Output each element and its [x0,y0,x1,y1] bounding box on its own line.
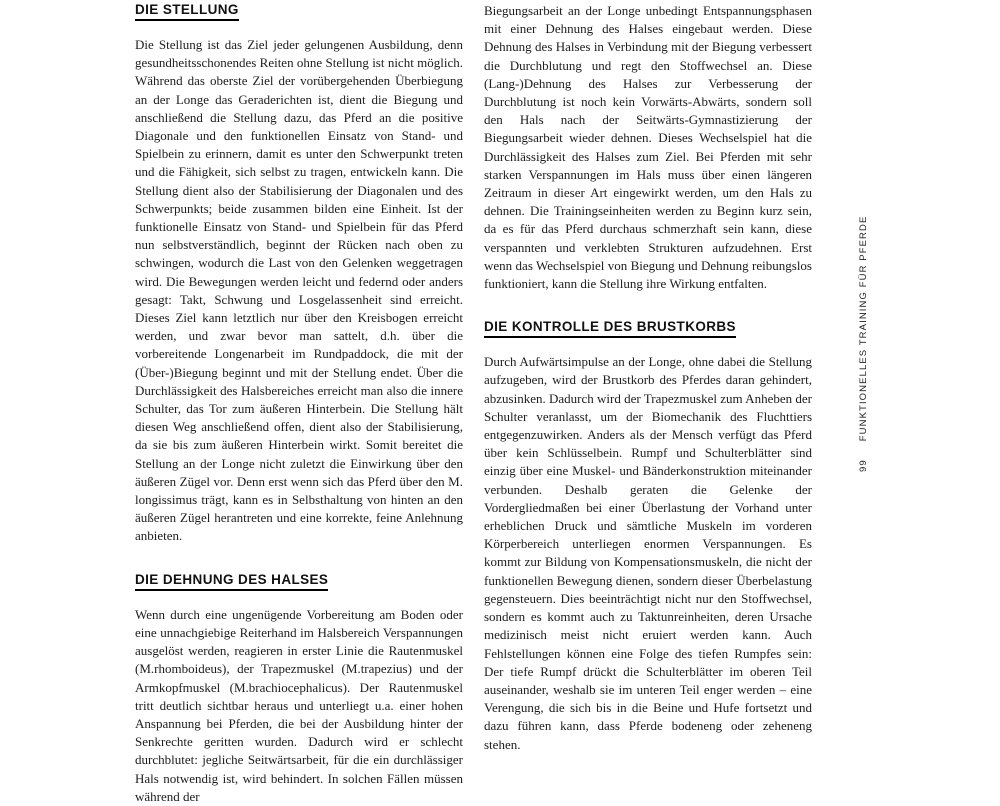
running-title: FUNKTIONELLES TRAINING FÜR PFERDE [858,215,869,442]
section-die-kontrolle-des-brustkorbs [484,319,812,753]
section-heading [135,572,463,591]
section-heading-text: DIE DEHNUNG DES HALSES [135,572,328,591]
section-heading-text: DIE KONTROLLE DES BRUSTKORBS [484,319,736,338]
left-column [135,2,463,806]
section-heading [135,2,463,21]
section-die-stellung [135,2,463,546]
section-body: Die Stellung ist das Ziel jeder gelungenen Ausbildung, denn gesundheitsschonendes Reiten ohne Stellung ist nicht möglich. Während das oberste Ziel der vorübergehenden Überbiegung an der Longe das Geraderichten ist, dient die Biegung und anschließend die Stellung dazu, das Pferd an die positive Diagonale und den funktionellen Einsatz von Stand- und Spielbein zu erinnern, damit es unter den Schwerpunkt treten und die Fähigkeit, sich selbst zu tragen, entwickeln kann. Die Stellung dient also der Stabilisierung der Diagonalen und des Schwerpunkts; beide zusammen bilden eine Einheit. Ist der funktionelle Einsatz von Stand- und Spielbein für das Pferd nun selbstverständlich, beginnt der Rücken nach oben zu schwingen, wodurch die Last von den Gelenken weggetragen wird. Die Bewegungen werden leicht und federnd oder anders gesagt: Takt, Schwung und Losgelassenheit sind erreicht. Dieses Ziel kann letztlich nur über den Kreisbogen erreicht werden, und zwar bevor man sattelt, d.h. über die vorbereitende Longenarbeit im Rundpaddock, die mit der (Über-)Biegung beginnt und mit der Stellung endet. Über die Durchlässigkeit des Halsbereiches erreicht man also die innere Schulter, das Tor zum äußeren Hinterbein. Die Stellung hält diesen Weg anschließend offen, dient also der Stabilisierung, da sie bis zum äußeren Hinterbein wirkt. Somit bereitet die Stellung an der Longe nicht zuletzt die Einwirkung über den äußeren Zügel vor. Denn erst wenn sich das Pferd über den M. longissimus trägt, kann es in Selbsthaltung von hinten an den äußeren Zügel herantreten und eine korrekte, feine Anlehnung anbieten. [135,37,463,544]
continuation-paragraph: Biegungsarbeit an der Longe unbedingt Entspannungsphasen mit einer Dehnung des Halses eingebaut werden. Diese Dehnung des Halses in Verbindung mit der Biegung verbessert die Durchblutung und regt den Stoffwechsel an. Diese (Lang-)Dehnung des Halses zur Verbesserung der Durchblutung ist noch kein Vorwärts-Abwärts, sondern soll den Hals nach der Seitwärts-Gymnastizierung der Biegungsarbeit wieder dehnen. Dieses Wechselspiel hat die Durchlässigkeit des Halses zum Ziel. Bei Pferden mit sehr starken Verspannungen im Hals muss über einen längeren Zeitraum in dieser Art eingewirkt werden, um den Hals zu dehnen. Die Trainingseinheiten werden zu Beginn kurz sein, da es für das Pferd durchaus schmerzhaft sein kann, diese verspannten und verklebten Strukturen aufzudehnen. Erst wenn das Wechselspiel von Biegung und Dehnung reibungslos funktioniert, kann die Stellung ihre Wirkung entfalten. [484,3,812,292]
page-number: 99 [858,459,869,472]
section-heading [484,319,812,338]
section-heading-text: DIE STELLUNG [135,2,239,21]
section-body: Durch Aufwärtsimpulse an der Longe, ohne dabei die Stellung aufzugeben, wird der Brustkorb des Pferdes daran gehindert, abzusinken. Dadurch wird der Trapezmuskel zum Anheben der Schulter veranlasst, um der Biomechanik des Fluchttiers entgegenzuwirken. Anders als der Mensch verfügt das Pferd über kein Schlüsselbein. Rumpf und Schulterblätter sind einzig über eine Muskel- und Bänderkonstruktion miteinander verbunden. Deshalb geraten die Gelenke der Vordergliedmaßen bei einer Überlastung der Vorhand unter erheblichen Druck und sämtliche Muskeln im vorderen Körperbereich unterliegen enormen Verspannungen. Es kommt zur Bildung von Kompensationsmuskeln, die nicht der funktionellen Bewegung dienen, sondern dieser Überbelastung gegensteuern. Dies beeinträchtigt nicht nur den Stoffwechsel, sondern es kommt auch zu Taktunreinheiten, deren Ursache medizinisch meist nicht eruiert werden kann. Auch Fehlstellungen können eine Folge des tiefen Rumpfes sein: Der tiefe Rumpf drückt die Schulterblätter im oberen Teil auseinander, weshalb sie im unteren Teil enger werden – eine Verengung, die sich bis in die Beine und Hufe fortsetzt und dazu führen kann, dass Pferde bodeneng oder zeheneng stehen. [484,354,812,752]
page-margin-label [858,216,869,472]
section-die-dehnung-des-halses [135,572,463,806]
right-column [484,2,812,754]
section-body: Wenn durch eine ungenügende Vorbereitung am Boden oder eine unnachgiebige Reiterhand im Halsbereich Verspannungen ausgelöst werden, reagieren in erster Linie die Rautenmuskel (M.rhomboideus), der Trapezmuskel (M.trapezius) und der Armkopfmuskel (M.brachiocephalicus). Der Rautenmuskel tritt deutlich sichtbar heraus und unterliegt u.a. einer hohen Anspannung bei Pferden, die bei der Ausbildung hinter der Senkrechte geritten wurden. Dadurch wird er schlecht durchblutet: jegliche Seitwärtsarbeit, für die ein durchlässiger Hals notwendig ist, wird behindert. In solchen Fällen müssen während der [135,606,463,804]
